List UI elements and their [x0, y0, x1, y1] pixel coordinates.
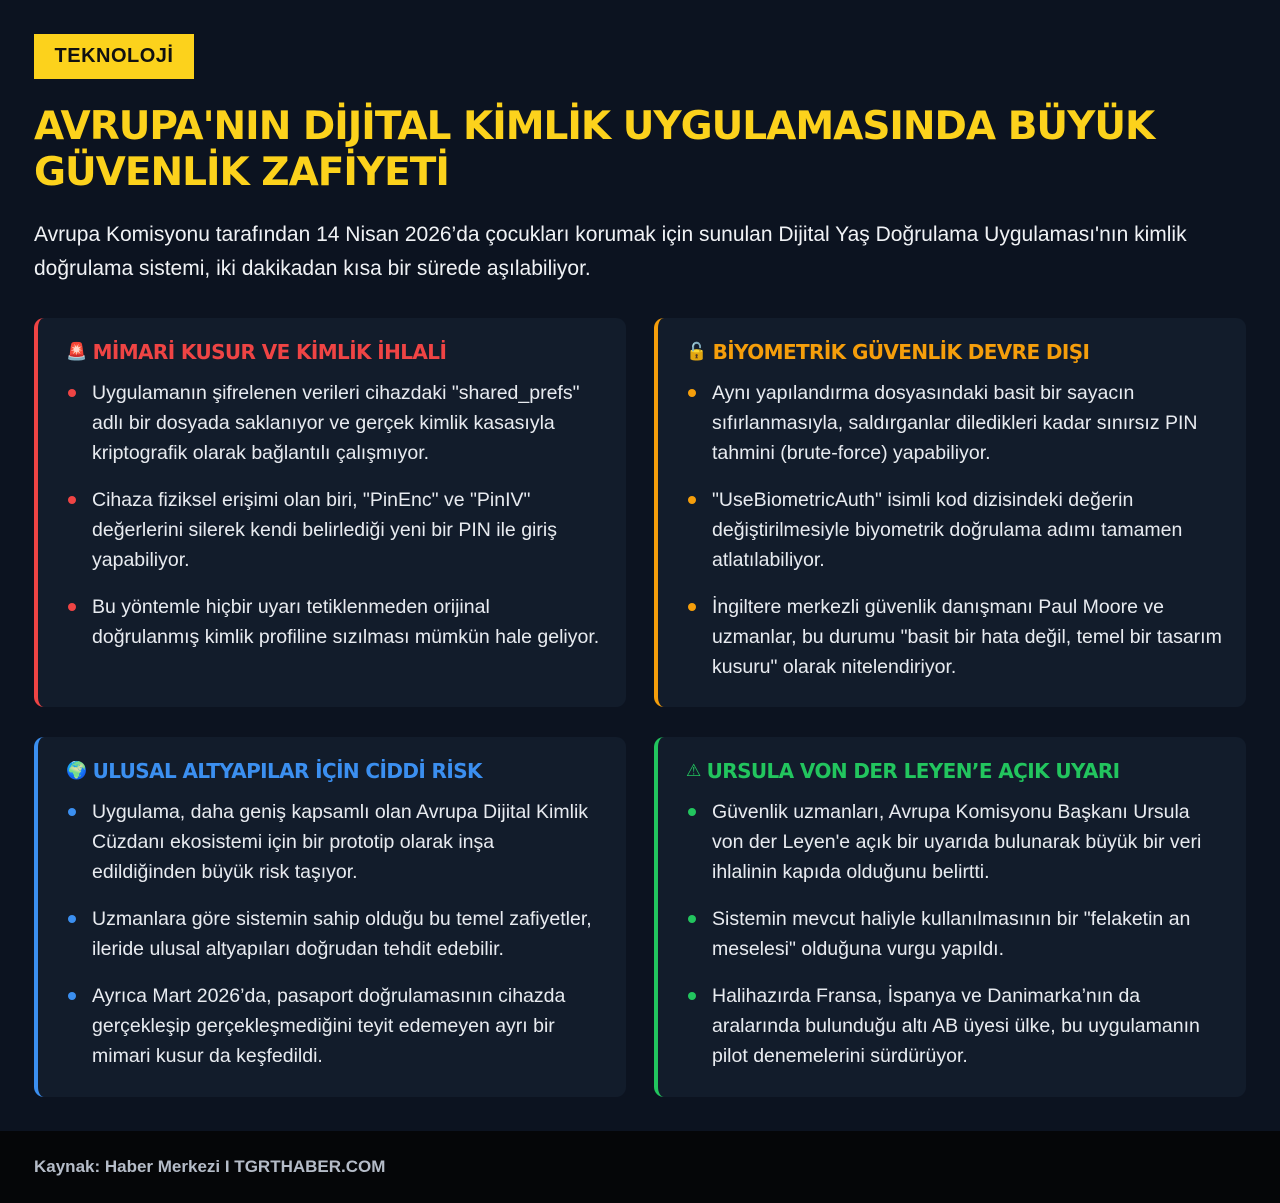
bullet-list — [66, 378, 602, 652]
bullet-icon — [688, 808, 696, 816]
warning-icon: ⚠ — [686, 761, 701, 781]
globe-icon: 🌍 — [66, 761, 87, 781]
bullet-icon — [68, 389, 76, 397]
bullet-icon — [688, 992, 696, 1000]
bullet-list — [686, 378, 1222, 682]
list-item-text: Halihazırda Fransa, İspanya ve Danimarka’nın da aralarında bulunduğu altı AB üyesi ülke, bu uygulamanın pilot denemelerini sürdürüyor. — [712, 985, 1200, 1067]
list-item — [686, 904, 1222, 964]
list-item — [66, 592, 602, 652]
bullet-icon — [688, 389, 696, 397]
list-item — [66, 378, 602, 468]
list-item-text: İngiltere merkezli güvenlik danışmanı Paul Moore ve uzmanlar, bu durumu "basit bir hata değil, temel bir tasarım kusuru" olarak nitelendiriyor. — [712, 596, 1222, 678]
bullet-icon — [688, 603, 696, 611]
siren-icon: 🚨 — [66, 342, 87, 362]
unlock-icon: 🔓 — [686, 342, 707, 362]
list-item-text: Uygulamanın şifrelenen verileri cihazdaki "shared_prefs" adlı bir dosyada saklanıyor ve gerçek kimlik kasasıyla kriptografik olarak bağlantılı çalışmıyor. — [92, 382, 580, 464]
list-item — [686, 592, 1222, 682]
bullet-list — [686, 797, 1222, 1071]
list-item — [686, 378, 1222, 468]
headline: AVRUPA'NIN DİJİTAL KİMLİK UYGULAMASINDA BÜYÜK GÜVENLİK ZAFİYETİ — [34, 104, 1155, 195]
list-item-text: Ayrıca Mart 2026’da, pasaport doğrulamasının cihazda gerçekleşip gerçekleşmediğini teyit edemeyen ayrı bir mimari kusur da keşfedildi. — [92, 985, 566, 1067]
card-title — [686, 340, 1222, 364]
card-title — [66, 340, 602, 364]
bullet-icon — [68, 992, 76, 1000]
list-item — [686, 981, 1222, 1071]
bullet-icon — [688, 496, 696, 504]
list-item-text: "UseBiometricAuth" isimli kod dizisindeki değerin değiştirilmesiyle biyometrik doğrulama adımı tamamen atlatılabiliyor. — [712, 489, 1183, 571]
card-title — [686, 759, 1222, 783]
list-item — [66, 981, 602, 1071]
info-card — [34, 737, 626, 1097]
list-item-text: Güvenlik uzmanları, Avrupa Komisyonu Başkanı Ursula von der Leyen'e açık bir uyarıda bulunarak büyük bir veri ihlalinin kapıda olduğunu belirtti. — [712, 801, 1202, 883]
info-card — [654, 737, 1246, 1097]
lead-paragraph: Avrupa Komisyonu tarafından 14 Nisan 2026’da çocukları korumak için sunulan Dijital Yaş Doğrulama Uygulaması'nın kimlik doğrulama sistemi, iki dakikadan kısa bir sürede aşılabiliyor. — [34, 223, 1187, 280]
card-title — [66, 759, 602, 783]
bullet-icon — [68, 808, 76, 816]
source-footer: Kaynak: Haber Merkezi I TGRTHABER.COM — [0, 1131, 1280, 1203]
card-title-text: URSULA VON DER LEYEN’E AÇIK UYARI — [706, 759, 1120, 783]
list-item — [686, 485, 1222, 575]
bullet-icon — [688, 915, 696, 923]
info-card — [34, 318, 626, 707]
list-item-text: Sistemin mevcut haliyle kullanılmasının bir "felaketin an meselesi" olduğuna vurgu yapıldı. — [712, 908, 1191, 960]
bullet-list — [66, 797, 602, 1071]
bullet-icon — [68, 603, 76, 611]
list-item — [686, 797, 1222, 887]
card-title-text: ULUSAL ALTYAPILAR İÇİN CİDDİ RİSK — [92, 759, 482, 783]
list-item-text: Uzmanlara göre sistemin sahip olduğu bu temel zafiyetler, ileride ulusal altyapıları doğrudan tehdit edebilir. — [92, 908, 592, 960]
bullet-icon — [68, 915, 76, 923]
list-item-text: Bu yöntemle hiçbir uyarı tetiklenmeden orijinal doğrulanmış kimlik profiline sızılması mümkün hale geliyor. — [92, 596, 600, 648]
card-title-text: BİYOMETRİK GÜVENLİK DEVRE DIŞI — [712, 340, 1090, 364]
list-item — [66, 904, 602, 964]
info-card — [654, 318, 1246, 707]
list-item-text: Aynı yapılandırma dosyasındaki basit bir sayacın sıfırlanmasıyla, saldırganlar diledikleri kadar sınırsız PIN tahmini (brute-force) yapabiliyor. — [712, 382, 1198, 464]
list-item-text: Uygulama, daha geniş kapsamlı olan Avrupa Dijital Kimlik Cüzdanı ekosistemi için bir prototip olarak inşa edildiğinden büyük risk taşıyor. — [92, 801, 589, 883]
bullet-icon — [68, 496, 76, 504]
list-item — [66, 485, 602, 575]
card-title-text: MİMARİ KUSUR VE KİMLİK İHLALİ — [92, 340, 447, 364]
category-badge: TEKNOLOJİ — [34, 34, 194, 79]
list-item — [66, 797, 602, 887]
list-item-text: Cihaza fiziksel erişimi olan biri, "PinEnc" ve "PinIV" değerlerini silerek kendi belirlediği yeni bir PIN ile giriş yapabiliyor. — [92, 489, 557, 571]
